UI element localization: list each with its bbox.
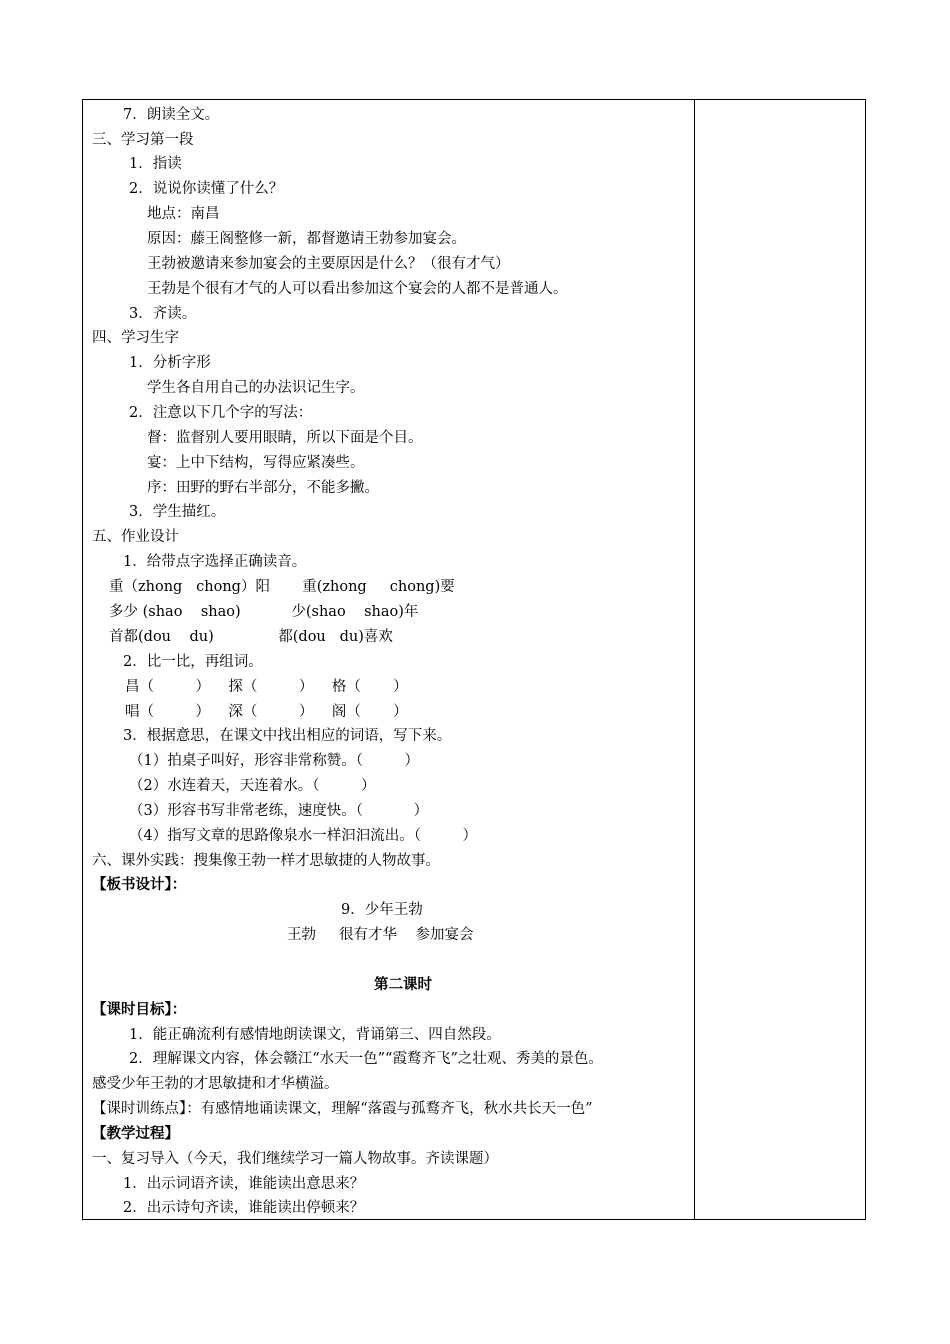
step-discuss-understanding: 2．说说你读懂了什么？ <box>129 181 284 197</box>
step-tracing: 3．学生描红。 <box>129 504 226 520</box>
find-words-item-1: （1）拍桌子叫好，形容非常称赞。（ ） <box>129 753 419 769</box>
find-words-item-2: （2）水连着天，天连着水。（ ） <box>129 778 376 794</box>
section-five-heading: 五、作业设计 <box>92 529 179 545</box>
lesson-plan-table <box>82 99 866 1220</box>
step-guided-reading: 1．指读 <box>129 156 182 172</box>
goal-2: 2．理解课文内容，体会赣江“水天一色”“霞鹜齐飞”之壮观、秀美的景色。 <box>129 1051 603 1067</box>
review-intro: 一、复习导入（今天，我们继续学习一篇人物故事。齐读课题） <box>92 1151 498 1167</box>
compare-row-1: 昌（ ） 探（ ） 格（ ） <box>125 679 408 695</box>
step-read-together: 3．齐读。 <box>129 306 197 322</box>
review-step-2: 2．出示诗句齐读，谁能读出停顿来？ <box>123 1200 365 1216</box>
review-step-1: 1．出示词语齐读，谁能读出意思来？ <box>123 1176 365 1192</box>
column-divider <box>694 100 695 1219</box>
lesson-goals-heading: 【课时目标】： <box>92 1001 187 1018</box>
step-analyze-characters: 1．分析字形 <box>129 355 211 371</box>
board-design-heading: 【板书设计】： <box>92 876 187 893</box>
pronunciation-row-3: 首都(dou du) 都(dou du)喜欢 <box>109 629 393 645</box>
section-six-heading: 六、课外实践：搜集像王勃一样才思敏捷的人物故事。 <box>92 853 440 869</box>
note-reason: 原因：藤王阁整修一新，都督邀请王勃参加宴会。 <box>147 231 466 247</box>
note-self-study: 学生各自用自己的办法识记生字。 <box>147 380 365 396</box>
find-words-item-4: （4）指写文章的思路像泉水一样汩汩流出。（ ） <box>129 828 477 844</box>
goal-2-continued: 感受少年王勃的才思敏捷和才华横溢。 <box>92 1076 339 1092</box>
section-three-heading: 三、学习第一段 <box>92 132 194 148</box>
note-char-xu: 序：田野的野右半部分，不能多撇。 <box>147 480 379 496</box>
second-lesson-heading: 第二课时 <box>374 976 432 993</box>
note-conclusion: 王勃是个很有才气的人可以看出参加这个宴会的人都不是普通人。 <box>147 281 568 297</box>
find-words-item-3: （3）形容书写非常老练，速度快。（ ） <box>129 803 429 819</box>
note-char-yan: 宴：上中下结构，写得应紧凑些。 <box>147 455 365 471</box>
note-question: 王勃被邀请来参加宴会的主要原因是什么？（很有才气） <box>147 256 510 272</box>
step-writing-notes: 2．注意以下几个字的写法： <box>129 405 313 421</box>
exercise-find-words: 3．根据意思，在课文中找出相应的词语，写下来。 <box>123 728 452 744</box>
training-point: 【课时训练点】：有感情地诵读课文，理解“落霞与孤鹜齐飞，秋水共长天一色” <box>92 1101 593 1117</box>
step-read-full-text: 7．朗读全文。 <box>123 107 220 123</box>
section-four-heading: 四、学习生字 <box>92 330 179 346</box>
exercise-pronunciation: 1．给带点字选择正确读音。 <box>123 554 307 570</box>
board-title: 9．少年王勃 <box>341 902 423 918</box>
teaching-process-heading: 【教学过程】 <box>92 1125 179 1142</box>
compare-row-2: 唱（ ） 深（ ） 阁（ ） <box>125 704 408 720</box>
pronunciation-row-1: 重（zhong chong）阳 重(zhong chong)要 <box>109 579 455 595</box>
board-keywords: 王勃 很有才华 参加宴会 <box>287 927 474 943</box>
pronunciation-row-2: 多少 (shao shao) 少(shao shao)年 <box>109 604 419 620</box>
goal-1: 1．能正确流利有感情地朗读课文，背诵第三、四自然段。 <box>129 1027 501 1043</box>
note-location: 地点：南昌 <box>147 206 220 222</box>
note-char-du: 督：监督别人要用眼睛，所以下面是个目。 <box>147 430 423 446</box>
exercise-compare-words: 2．比一比，再组词。 <box>123 654 263 670</box>
